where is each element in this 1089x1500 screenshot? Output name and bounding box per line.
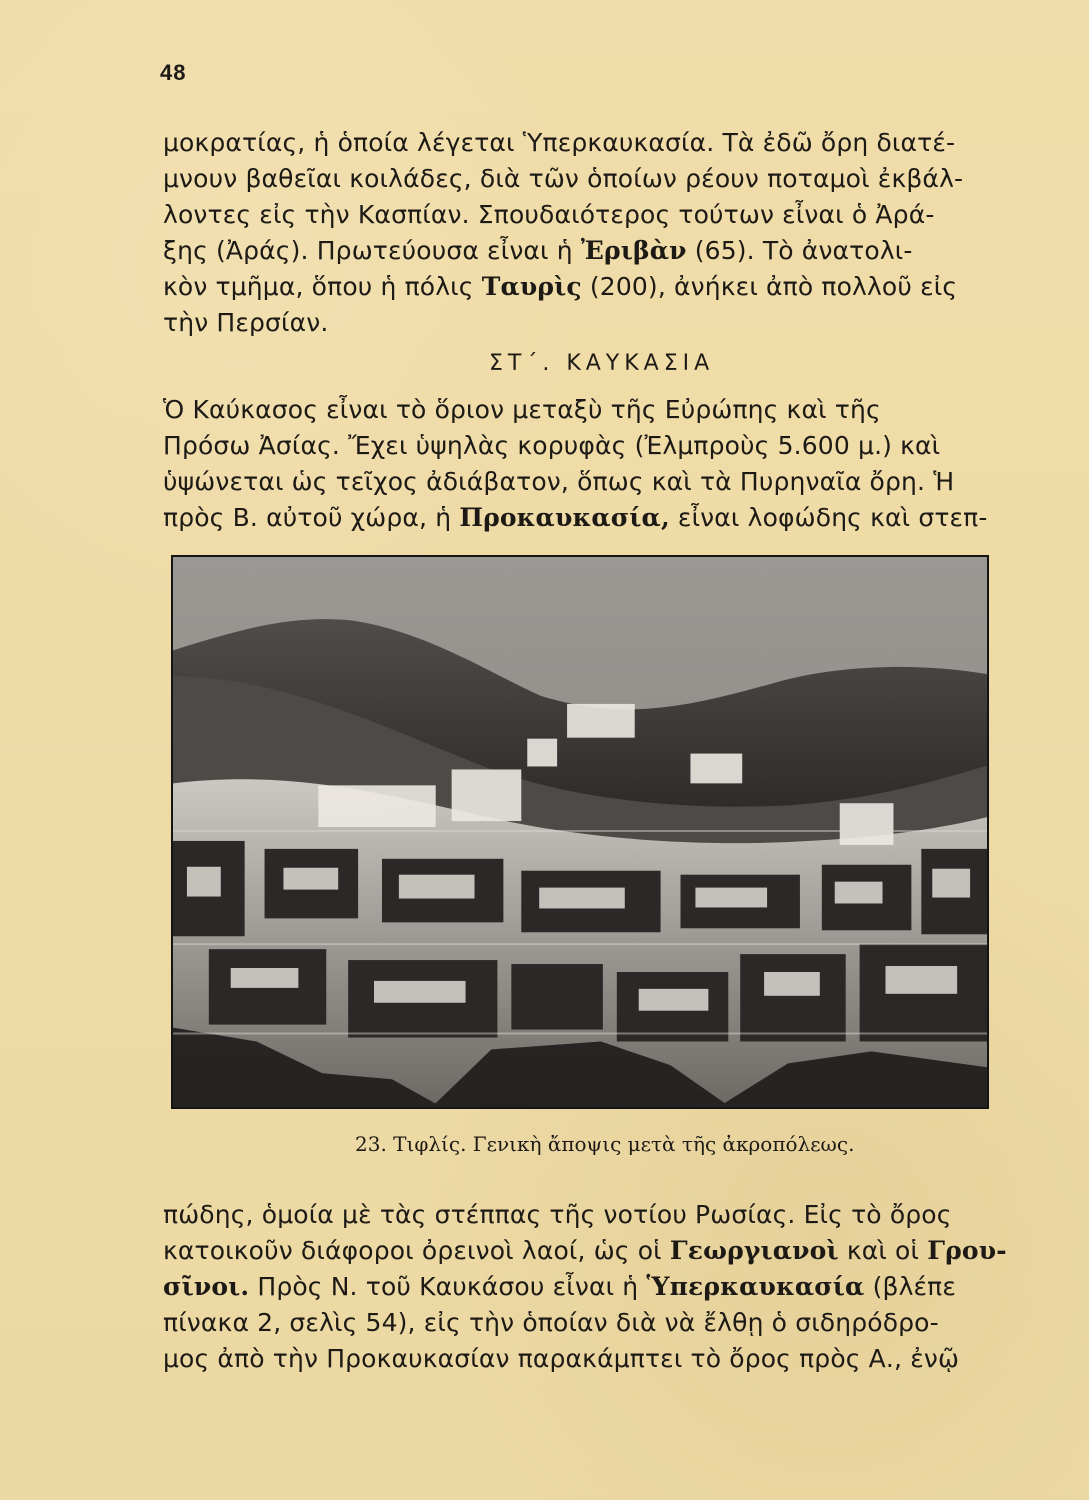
page-number: 48 (160, 60, 187, 85)
closing-paragraph (163, 1197, 1013, 1377)
tiflis-photo-illustration (173, 557, 987, 1107)
city-photograph (171, 555, 989, 1109)
text-line: μνουν βαθεῖαι κοιλάδες, διὰ τῶν ὁποίων ρέουν ποταμοὶ ἐκβάλ- (163, 164, 964, 193)
text-line (163, 233, 1013, 269)
text-segment: καὶ οἱ (846, 1236, 920, 1265)
text-line: τὴν Περσίαν. (163, 308, 329, 337)
text-segment: κὸν τμῆμα, ὅπου ἡ πόλις (163, 272, 474, 301)
text-segment: πρὸς Β. αὐτοῦ χώρα, ἡ (163, 503, 452, 532)
caucasus-paragraph (163, 392, 1013, 536)
section-title: ΣΤ΄. ΚΑΥΚΑΣΙΑ (489, 351, 715, 376)
text-line (163, 500, 1013, 536)
text-line: λοντες εἰς τὴν Κασπίαν. Σπουδαιότερος τούτων εἶναι ὁ Ἀρά- (163, 200, 935, 229)
text-segment: (βλέπε (872, 1272, 957, 1301)
text-line: Πρόσω Ἀσίας. Ἔχει ὑψηλὰς κορυφὰς (Ἐλμπροὺς 5.600 μ.) καὶ (163, 431, 941, 460)
text-line: πίνακα 2, σελὶς 54), εἰς τὴν ὁποίαν διὰ νὰ ἔλθῃ ὁ σιδηρόδρο- (163, 1308, 939, 1337)
bold-people-name: σῖνοι. (163, 1272, 250, 1301)
text-line: ὑψώνεται ὡς τεῖχος ἀδιάβατον, ὅπως καὶ τὰ Πυρηναῖα ὄρη. Ἡ (163, 467, 955, 496)
bold-place-name: Ἐριβὰν (580, 236, 687, 265)
text-line: μοκρατίας, ἡ ὁποία λέγεται Ὑπερκαυκασία. Τὰ ἐδῶ ὄρη διατέ- (163, 128, 956, 157)
text-line (163, 1269, 1013, 1305)
text-segment: εἶναι λοφώδης καὶ στεπ- (677, 503, 988, 532)
text-line: πώδης, ὁμοία μὲ τὰς στέππας τῆς νοτίου Ρωσίας. Εἰς τὸ ὄρος (163, 1200, 952, 1229)
text-segment: ξης (Ἀράς). Πρωτεύουσα εἶναι ἡ (163, 236, 573, 265)
text-line: μος ἀπὸ τὴν Προκαυκασίαν παρακάμπτει τὸ ὄρος πρὸς Α., ἐνῷ (163, 1344, 960, 1373)
bold-people-name: Γεωργιανοὶ (669, 1236, 839, 1265)
text-segment: Πρὸς Ν. τοῦ Καυκάσου εἶναι ἡ (257, 1272, 639, 1301)
text-line (163, 1233, 1013, 1269)
text-segment: (200), ἀνήκει ἀπὸ πολλοῦ εἰς (589, 272, 958, 301)
text-segment: (65). Τὸ ἀνατολι- (694, 236, 913, 265)
intro-paragraph (163, 125, 1013, 341)
bold-place-name: Προκαυκασία, (459, 503, 670, 532)
bold-place-name: Ταυρὶς (481, 272, 582, 301)
bold-place-name: Ὑπερκαυκασία (646, 1272, 865, 1301)
text-segment: κατοικοῦν διάφοροι ὀρεινοὶ λαοί, ὡς οἱ (163, 1236, 662, 1265)
bold-people-name: Γρου- (927, 1236, 1007, 1265)
figure-caption: 23. Τιφλίς. Γενικὴ ἄποψις μετὰ τῆς ἀκροπόλεως. (355, 1132, 855, 1156)
text-line (163, 269, 1013, 305)
text-line: Ὁ Καύκασος εἶναι τὸ ὅριον μεταξὺ τῆς Εὐρώπης καὶ τῆς (163, 395, 881, 424)
